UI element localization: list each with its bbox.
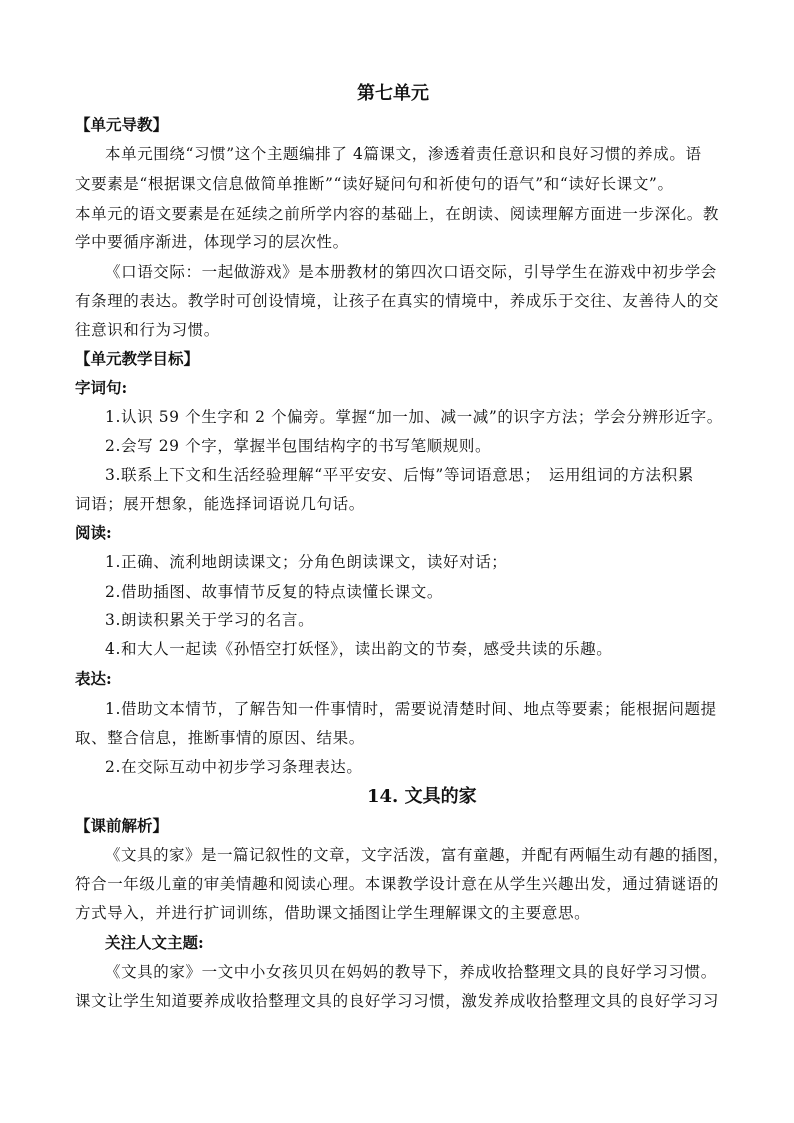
words-goal-line: 2.会写 29 个字，掌握半包围结构字的书写笔顺规则。 bbox=[105, 437, 492, 455]
unit-goals-heading: 【单元教学目标】 bbox=[75, 349, 200, 368]
unit-intro-line: 学中要循序渐进，体现学习的层次性。 bbox=[75, 233, 349, 251]
expression-heading: 表达: bbox=[75, 669, 112, 688]
unit-intro-line: 有条理的表达。教学时可创设情境，让孩子在真实的情境中，养成乐于交往、友善待人的交 bbox=[75, 292, 720, 310]
reading-heading: 阅读: bbox=[75, 523, 112, 542]
expression-goal-line: 取、整合信息，推断事情的原因、结果。 bbox=[75, 729, 365, 747]
reading-goal-line: 4.和大人一起读《孙悟空打妖怪》，读出韵文的节奏，感受共读的乐趣。 bbox=[105, 640, 613, 658]
lesson-analysis-line: 《文具的家》是一篇记叙性的文章，文字活泼，富有童趣，并配有两幅生动有趣的插图， bbox=[105, 846, 730, 864]
words-goal-line: 3.联系上下文和生活经验理解“平平安安、后悔”等词语意思； 运用组词的方法积累 bbox=[105, 466, 694, 484]
unit-title: 第七单元 bbox=[357, 83, 429, 104]
unit-intro-line: 《口语交际：一起做游戏》是本册教材的第四次口语交际，引导学生在游戏中初步学会 bbox=[105, 263, 717, 281]
theme-line: 《文具的家》一文中小女孩贝贝在妈妈的教导下，养成收拾整理文具的良好学习习惯。 bbox=[105, 963, 717, 981]
lesson-analysis-heading: 【课前解析】 bbox=[75, 816, 169, 835]
unit-intro-line: 本单元围绕“习惯”这个主题编排了 4篇课文，渗透着责任意识和良好习惯的养成。语 bbox=[105, 145, 702, 163]
expression-goal-line: 1.借助文本情节，了解告知一件事情时，需要说清楚时间、地点等要素；能根据问题提 bbox=[105, 700, 717, 718]
lesson-analysis-line: 符合一年级儿童的审美情趣和阅读心理。本课教学设计意在从学生兴趣出发，通过猜谜语的 bbox=[75, 875, 720, 893]
words-goal-line: 词语；展开想象，能选择词语说几句话。 bbox=[75, 495, 365, 513]
unit-intro-line: 文要素是“根据课文信息做简单推断”“读好疑问句和祈使句的语气”和“读好长课文”。 bbox=[75, 175, 674, 193]
reading-goal-line: 1.正确、流利地朗读课文；分角色朗读课文，读好对话； bbox=[105, 553, 508, 571]
unit-intro-heading: 【单元导教】 bbox=[75, 115, 169, 134]
theme-heading: 关注人文主题: bbox=[105, 933, 204, 952]
theme-line: 课文让学生知道要养成收拾整理文具的良好学习习惯，激发养成收拾整理文具的良好学习习 bbox=[75, 992, 720, 1010]
words-heading: 字词句: bbox=[75, 378, 128, 397]
words-goal-line: 1.认识 59 个生字和 2 个偏旁。掌握“加一加、减一减”的识字方法；学会分辨形近字。 bbox=[105, 408, 723, 426]
lesson-analysis-line: 方式导入，并进行扩词训练，借助课文插图让学生理解课文的主要意思。 bbox=[75, 904, 591, 922]
reading-goal-line: 3.朗读积累关于学习的名言。 bbox=[105, 611, 315, 629]
unit-intro-line: 往意识和行为习惯。 bbox=[75, 321, 220, 339]
expression-goal-line: 2.在交际互动中初步学习条理表达。 bbox=[105, 758, 363, 776]
reading-goal-line: 2.借助插图、故事情节反复的特点读懂长课文。 bbox=[105, 583, 443, 601]
lesson-title: 14. 文具的家 bbox=[367, 786, 477, 807]
unit-intro-line: 本单元的语文要素是在延续之前所学内容的基础上，在朗读、阅读理解方面进一步深化。教 bbox=[75, 205, 720, 223]
